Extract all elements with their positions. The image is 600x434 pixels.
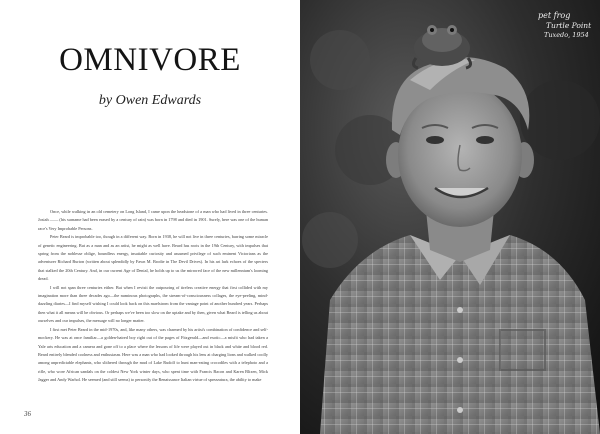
article-body [38, 208, 268, 385]
photo-caption: Tuxedo, 1954 [544, 31, 589, 39]
photo-caption: Turtle Point [546, 21, 592, 30]
article-title: OMNIVORE [59, 42, 241, 78]
photo-caption: pet frog [538, 11, 571, 20]
boy-with-frog-photo [300, 0, 600, 434]
body-paragraph: Peter Beard is improbable too, though in a different way. Born in 1938, he will not live in three centuries, barring some miracle of genetic engineering. But as a man and as an artist, he might as well have. Beard has roots in the 19th Century, with impulses that spring from the noblesse oblige, boundless energy, insatiable curiosity and assumed privilege of such eminent Victorians as the adventurer Richard Burton (written about splendidly by Fawn M. Brodie in The Devil Drives). In his art lurk echoes of the specters that stalked the 20th Century. And, in our current Age of Denial, he holds up to us the mirrored face of the new millennium's looming dread. [38, 234, 268, 282]
body-paragraph: I will not span three centuries either. But when I revisit the outpouring of tireless creative energy that first collided with my imagination more than three decades ago—the numinous photographs, the stream-of-consciousness collages, the eye-peeling, mind-dazzling diaries—I find myself wishing I could look back on this maelstrom from the vantage point of another hundred years. Perhaps then what it all means will be obvious. Or perhaps we've been too slow on the uptake and by then, given what Beard is telling us about ourselves and our impulses, the message will no longer matter. [38, 284, 268, 324]
page-number: 36 [24, 410, 31, 418]
photo-page [300, 0, 600, 434]
article-byline: by Owen Edwards [98, 93, 202, 108]
body-paragraph: Once, while walking in an old cemetery on Long Island, I came upon the headstone of a man who had lived in three centuries. Josiah —— (his surname had been erased by a century of rain) was born in 1798 and died in 1901. Surely, here was one of the human race's Very Improbable Persons. [38, 209, 268, 231]
body-paragraph: I first met Peter Beard in the mid-1970s, and, like many others, was charmed by his artist's combination of confidence and self-mockery. He was at once familiar—a golden-haired boy right out of the pages of Fitzgerald—and exotic—a misfit who had taken a Yale arts education and a camera and gone off to a place where the lessons of life were played out in black and white and blood red. Beard entirely blended coolness and enthusiasm. Here was a man who had looked through his lens at charging lions and walked coolly among unpredictable elephants, who slithered through the mud of Lake Rudolf to hunt man-eating crocodiles with a telephoto and a rifle, who wore African sandals on the coldest New York winter days, who spent time with Francis Bacon and Karen Blixen, Mick Jagger and Andy Warhol. He seemed (and still seems) to personify the Renaissance Italian virtue of sprezzatura, the ability to make [38, 326, 268, 383]
